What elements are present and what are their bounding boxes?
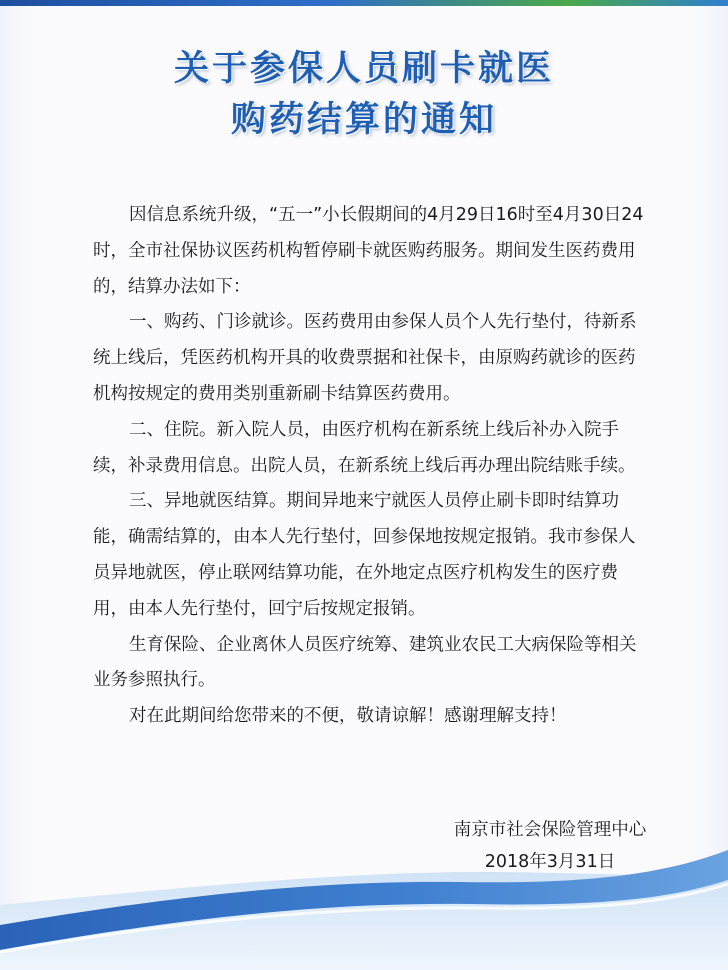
notice-title-line1: 关于参保人员刷卡就医 [173,49,554,89]
related-business-paragraph: 生育保险、企业离休人员医疗统筹、建筑业农民工大病保险等相关业务参照执行。 [93,634,637,691]
apology-paragraph: 对在此期间给您带来的不便，敬请谅解！感谢理解支持！ [129,706,567,727]
item-three-paragraph: 三、异地就医结算。期间异地来宁就医人员停止刷卡即时结算功能，确需结算的，由本人先行垫付，回参保地按规定报销。我市参保人员异地就医，停止联网结算功能，在外地定点医疗机构发生的医疗费用，由本人先行垫付，回宁后按规定报销。 [93,491,636,619]
notice-body [93,198,649,735]
intro-paragraph: 因信息系统升级，“五一”小长假期间的4月29日16时至4月30日24时，全市社保协议医药机构暂停刷卡就医购药服务。期间发生医药费用的，结算办法如下： [93,205,644,297]
item-one-paragraph: 一、购药、门诊就诊。医药费用由参保人员个人先行垫付，待新系统上线后，凭医药机构开具的收费票据和社保卡，由原购药就诊的医药机构按规定的费用类别重新刷卡结算医药费用。 [93,312,637,404]
issue-date: 2018年3月31日 [484,852,616,872]
issuing-organization: 南京市社会保险管理中心 [453,820,647,840]
item-two-paragraph: 二、住院。新入院人员，由医疗机构在新系统上线后补办入院手续，补录费用信息。出院人员，在新系统上线后再办理出院结账手续。 [93,419,636,476]
notice-title-line2: 购药结算的通知 [230,100,497,140]
